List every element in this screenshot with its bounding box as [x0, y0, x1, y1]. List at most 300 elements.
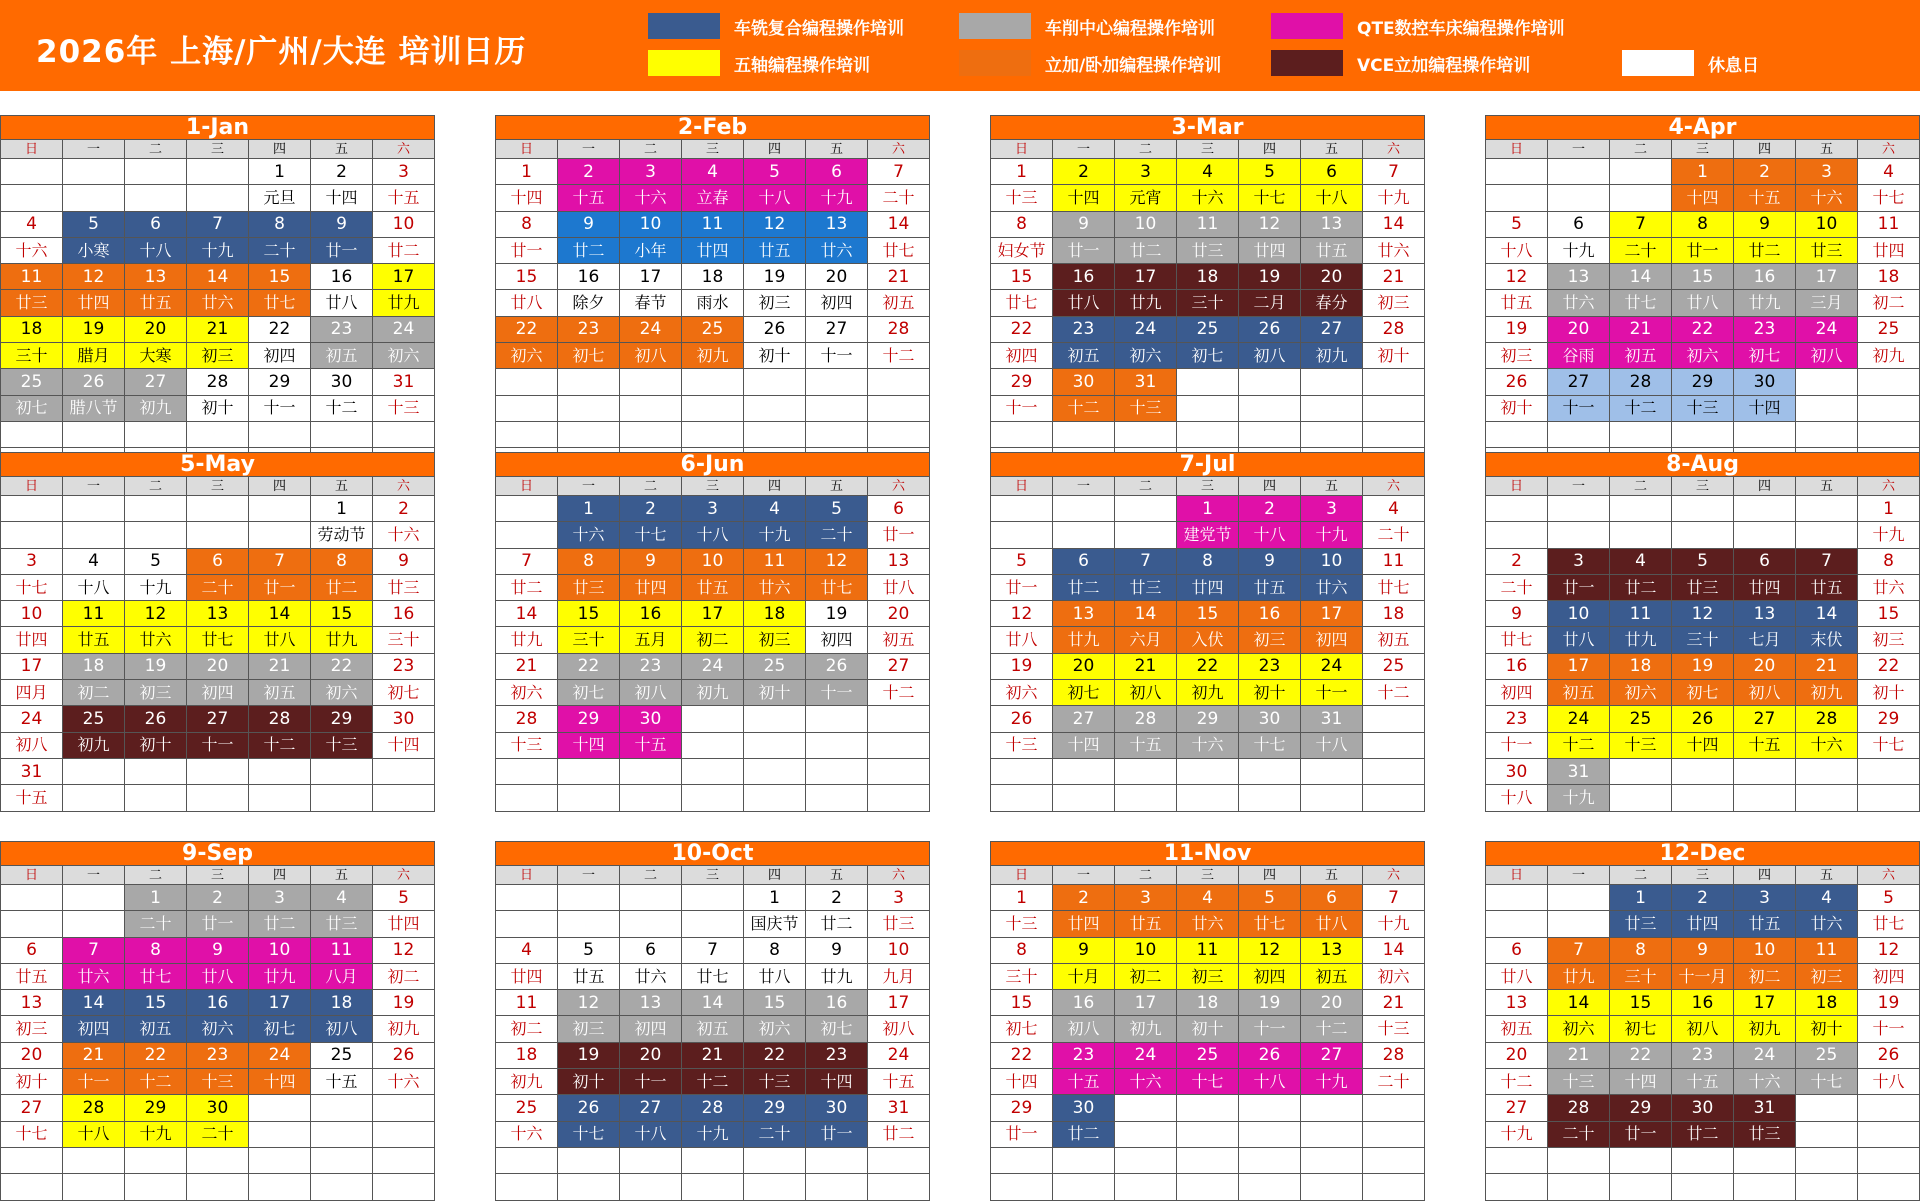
lunar-date: 廿六: [63, 963, 125, 989]
lunar-date: 廿一: [806, 1121, 868, 1147]
day-number: 13: [1486, 990, 1548, 1016]
empty-cell: [1672, 785, 1734, 811]
day-number: 25: [1, 369, 63, 395]
day-number: 13: [125, 264, 187, 290]
legend-item: [648, 13, 904, 39]
lunar-date: 廿七: [1363, 574, 1425, 600]
day-number: 2: [1053, 885, 1115, 911]
empty-cell: [558, 785, 620, 811]
day-number: 13: [868, 548, 930, 574]
day-number: 25: [1363, 653, 1425, 679]
empty-cell: [1548, 159, 1610, 185]
day-number: 19: [1672, 653, 1734, 679]
day-number: 9: [1672, 937, 1734, 963]
day-number: 19: [1858, 990, 1920, 1016]
day-number: 28: [1610, 369, 1672, 395]
lunar-date: 初八: [311, 1016, 373, 1042]
lunar-date: 初七: [1177, 343, 1239, 369]
day-number: 8: [249, 211, 311, 237]
lunar-date: 十二: [249, 732, 311, 758]
day-number: 24: [373, 316, 435, 342]
empty-cell: [620, 1174, 682, 1200]
day-number: 5: [991, 548, 1053, 574]
empty-cell: [63, 522, 125, 548]
lunar-date: 廿九: [496, 627, 558, 653]
lunar-date: 十八: [125, 237, 187, 263]
empty-cell: [1301, 1147, 1363, 1173]
lunar-date: 十五: [558, 185, 620, 211]
day-number: 29: [1858, 706, 1920, 732]
lunar-date: 腊月: [63, 343, 125, 369]
lunar-date: 初六: [311, 680, 373, 706]
legend-item: [648, 50, 870, 76]
day-number: 19: [558, 1042, 620, 1068]
day-number: 30: [1672, 1095, 1734, 1121]
month-title: 12-Dec: [1485, 841, 1920, 865]
day-number: 6: [868, 496, 930, 522]
day-number: 5: [1858, 885, 1920, 911]
empty-cell: [1363, 1121, 1425, 1147]
empty-cell: [1177, 1174, 1239, 1200]
lunar-date: 廿八: [311, 290, 373, 316]
day-number: 6: [1734, 548, 1796, 574]
empty-cell: [1858, 1174, 1920, 1200]
empty-cell: [496, 758, 558, 784]
day-number: 22: [496, 316, 558, 342]
lunar-date: 初二: [496, 1016, 558, 1042]
day-number: 10: [249, 937, 311, 963]
empty-cell: [496, 496, 558, 522]
day-number: 9: [620, 548, 682, 574]
lunar-date: 十一: [1301, 680, 1363, 706]
lunar-date: 十四: [311, 185, 373, 211]
lunar-date: 初九: [125, 395, 187, 421]
empty-cell: [125, 185, 187, 211]
lunar-date: 十一: [249, 395, 311, 421]
empty-cell: [63, 421, 125, 447]
empty-cell: [806, 1147, 868, 1173]
day-number: 29: [744, 1095, 806, 1121]
day-number: 18: [1177, 264, 1239, 290]
empty-cell: [1796, 1095, 1858, 1121]
day-number: 21: [1796, 653, 1858, 679]
lunar-date: 廿七: [1239, 911, 1301, 937]
day-number: 6: [806, 159, 868, 185]
day-number: 27: [1486, 1095, 1548, 1121]
lunar-date: 二十: [806, 522, 868, 548]
empty-cell: [496, 421, 558, 447]
lunar-date: 初四: [1239, 963, 1301, 989]
empty-cell: [1053, 522, 1115, 548]
empty-cell: [1610, 159, 1672, 185]
weekday-header: 五: [1301, 140, 1363, 159]
day-number: 30: [806, 1095, 868, 1121]
lunar-date: 初五: [1548, 680, 1610, 706]
day-number: 6: [1486, 937, 1548, 963]
empty-cell: [496, 885, 558, 911]
empty-cell: [1301, 1095, 1363, 1121]
lunar-date: 初三: [1363, 290, 1425, 316]
empty-cell: [1, 496, 63, 522]
empty-cell: [1363, 421, 1425, 447]
lunar-date: 二十: [1486, 574, 1548, 600]
lunar-date: 十三: [1672, 395, 1734, 421]
lunar-date: 廿三: [1610, 911, 1672, 937]
day-number: 5: [1672, 548, 1734, 574]
empty-cell: [1115, 1174, 1177, 1200]
day-number: 26: [1858, 1042, 1920, 1068]
legend-item: [1622, 50, 1759, 76]
day-number: 4: [1858, 159, 1920, 185]
empty-cell: [187, 159, 249, 185]
day-number: 1: [991, 159, 1053, 185]
day-number: 3: [620, 159, 682, 185]
lunar-date: 十三: [187, 1069, 249, 1095]
day-number: 18: [1858, 264, 1920, 290]
lunar-date: 廿四: [1672, 911, 1734, 937]
day-number: 22: [125, 1042, 187, 1068]
empty-cell: [1239, 758, 1301, 784]
day-number: 3: [1, 548, 63, 574]
empty-cell: [1610, 785, 1672, 811]
weekday-header: 四: [744, 477, 806, 496]
month-table: [0, 139, 435, 475]
empty-cell: [868, 732, 930, 758]
day-number: 27: [1, 1095, 63, 1121]
weekday-header: 五: [806, 140, 868, 159]
day-number: 8: [311, 548, 373, 574]
lunar-date: 除夕: [558, 290, 620, 316]
lunar-date: 十九: [187, 237, 249, 263]
day-number: 17: [682, 601, 744, 627]
empty-cell: [682, 911, 744, 937]
empty-cell: [1548, 185, 1610, 211]
day-number: 31: [373, 369, 435, 395]
lunar-date: 十八: [63, 574, 125, 600]
empty-cell: [1115, 421, 1177, 447]
day-number: 3: [1115, 159, 1177, 185]
empty-cell: [187, 185, 249, 211]
day-number: 10: [1301, 548, 1363, 574]
day-number: 26: [558, 1095, 620, 1121]
day-number: 19: [1239, 990, 1301, 1016]
lunar-date: 十七: [558, 1121, 620, 1147]
lunar-date: 初三: [1177, 963, 1239, 989]
day-number: 12: [1672, 601, 1734, 627]
empty-cell: [1301, 1121, 1363, 1147]
lunar-date: 廿八: [744, 963, 806, 989]
day-number: 1: [1858, 496, 1920, 522]
day-number: 7: [63, 937, 125, 963]
day-number: 17: [868, 990, 930, 1016]
day-number: 25: [744, 653, 806, 679]
day-number: 7: [1363, 885, 1425, 911]
lunar-date: 十八: [682, 522, 744, 548]
day-number: 21: [63, 1042, 125, 1068]
day-number: 26: [63, 369, 125, 395]
lunar-date: 初六: [187, 1016, 249, 1042]
day-number: 19: [1486, 316, 1548, 342]
lunar-date: 初十: [558, 1069, 620, 1095]
day-number: 7: [1610, 211, 1672, 237]
day-number: 7: [1796, 548, 1858, 574]
lunar-date: 三十: [558, 627, 620, 653]
lunar-date: 廿九: [806, 963, 868, 989]
lunar-date: 廿三: [1, 290, 63, 316]
lunar-date: 廿三: [1115, 574, 1177, 600]
day-number: 20: [1486, 1042, 1548, 1068]
empty-cell: [63, 785, 125, 811]
day-number: 12: [63, 264, 125, 290]
day-number: 9: [806, 937, 868, 963]
lunar-date: 雨水: [682, 290, 744, 316]
month-title: 1-Jan: [0, 115, 435, 139]
day-number: 9: [1053, 211, 1115, 237]
lunar-date: 十六: [1177, 185, 1239, 211]
lunar-date: 十二: [1548, 732, 1610, 758]
lunar-date: 初十: [1363, 343, 1425, 369]
weekday-header: 日: [496, 140, 558, 159]
empty-cell: [1, 185, 63, 211]
empty-cell: [496, 395, 558, 421]
weekday-header: 三: [1177, 140, 1239, 159]
weekday-header: 六: [373, 866, 435, 885]
day-number: 6: [620, 937, 682, 963]
weekday-header: 二: [620, 140, 682, 159]
empty-cell: [1115, 522, 1177, 548]
day-number: 11: [63, 601, 125, 627]
day-number: 20: [1053, 653, 1115, 679]
day-number: 10: [1796, 211, 1858, 237]
lunar-date: 初四: [1301, 627, 1363, 653]
lunar-date: 廿三: [1672, 574, 1734, 600]
weekday-header: 五: [1301, 477, 1363, 496]
lunar-date: 廿四: [1858, 237, 1920, 263]
lunar-date: 廿五: [125, 290, 187, 316]
month-table: [0, 865, 435, 1201]
legend-item: [959, 50, 1221, 76]
lunar-date: 廿八: [496, 290, 558, 316]
lunar-date: 五月: [620, 627, 682, 653]
lunar-date: 劳动节: [311, 522, 373, 548]
day-number: 4: [1610, 548, 1672, 574]
day-number: 3: [1548, 548, 1610, 574]
day-number: 6: [1053, 548, 1115, 574]
empty-cell: [1053, 1174, 1115, 1200]
lunar-date: 十一: [806, 680, 868, 706]
empty-cell: [744, 732, 806, 758]
lunar-date: 初四: [1858, 963, 1920, 989]
lunar-date: 十八: [1486, 237, 1548, 263]
day-number: 25: [682, 316, 744, 342]
lunar-date: 初九: [1858, 343, 1920, 369]
empty-cell: [63, 185, 125, 211]
month-title: 11-Nov: [990, 841, 1425, 865]
day-number: 8: [991, 937, 1053, 963]
lunar-date: 初四: [806, 627, 868, 653]
lunar-date: 初八: [1239, 343, 1301, 369]
day-number: 7: [682, 937, 744, 963]
day-number: 18: [63, 653, 125, 679]
legend-swatch: [1271, 50, 1343, 76]
day-number: 11: [1363, 548, 1425, 574]
empty-cell: [1548, 885, 1610, 911]
day-number: 16: [373, 601, 435, 627]
lunar-date: 初三: [1858, 627, 1920, 653]
lunar-date: 大寒: [125, 343, 187, 369]
weekday-header: 一: [558, 140, 620, 159]
lunar-date: 十四: [991, 1069, 1053, 1095]
empty-cell: [1610, 496, 1672, 522]
empty-cell: [1363, 1095, 1425, 1121]
lunar-date: 廿七: [682, 963, 744, 989]
lunar-date: 初四: [806, 290, 868, 316]
day-number: 16: [1486, 653, 1548, 679]
day-number: 16: [620, 601, 682, 627]
day-number: 10: [1115, 937, 1177, 963]
empty-cell: [125, 1147, 187, 1173]
day-number: 26: [744, 316, 806, 342]
lunar-date: 廿二: [1672, 1121, 1734, 1147]
lunar-date: 十四: [1734, 395, 1796, 421]
empty-cell: [1239, 785, 1301, 811]
lunar-date: 十五: [620, 732, 682, 758]
day-number: 3: [868, 885, 930, 911]
lunar-date: 十三: [1610, 732, 1672, 758]
day-number: 2: [1486, 548, 1548, 574]
lunar-date: 十六: [496, 1121, 558, 1147]
empty-cell: [1301, 421, 1363, 447]
lunar-date: 妇女节: [991, 237, 1053, 263]
lunar-date: 廿二: [1115, 237, 1177, 263]
lunar-date: 腊八节: [63, 395, 125, 421]
day-number: 1: [991, 885, 1053, 911]
weekday-header: 六: [868, 866, 930, 885]
empty-cell: [744, 758, 806, 784]
lunar-date: 廿五: [1796, 574, 1858, 600]
lunar-date: 初十: [1796, 1016, 1858, 1042]
lunar-date: 廿六: [125, 627, 187, 653]
day-number: 4: [63, 548, 125, 574]
empty-cell: [1796, 1121, 1858, 1147]
lunar-date: 廿八: [991, 627, 1053, 653]
day-number: 9: [311, 211, 373, 237]
weekday-header: 二: [620, 477, 682, 496]
day-number: 9: [187, 937, 249, 963]
lunar-date: 初六: [744, 1016, 806, 1042]
month-title: 3-Mar: [990, 115, 1425, 139]
lunar-date: 十六: [1734, 1069, 1796, 1095]
day-number: 23: [1672, 1042, 1734, 1068]
month-calendar: [1485, 115, 1920, 475]
lunar-date: 十六: [1177, 732, 1239, 758]
lunar-date: 十二: [868, 343, 930, 369]
day-number: 30: [1734, 369, 1796, 395]
day-number: 31: [868, 1095, 930, 1121]
month-calendar: [1485, 452, 1920, 812]
lunar-date: 十一: [620, 1069, 682, 1095]
lunar-date: 廿一: [249, 574, 311, 600]
empty-cell: [1858, 1147, 1920, 1173]
day-number: 4: [1363, 496, 1425, 522]
day-number: 6: [1301, 885, 1363, 911]
lunar-date: 初七: [1053, 680, 1115, 706]
lunar-date: 初五: [1301, 963, 1363, 989]
day-number: 14: [1610, 264, 1672, 290]
day-number: 10: [620, 211, 682, 237]
lunar-date: 廿五: [1486, 290, 1548, 316]
empty-cell: [249, 758, 311, 784]
day-number: 29: [1610, 1095, 1672, 1121]
empty-cell: [1610, 421, 1672, 447]
lunar-date: 初九: [373, 1016, 435, 1042]
lunar-date: 廿六: [806, 237, 868, 263]
weekday-header: 四: [1239, 866, 1301, 885]
day-number: 27: [1053, 706, 1115, 732]
day-number: 14: [63, 990, 125, 1016]
lunar-date: 廿九: [1610, 627, 1672, 653]
lunar-date: 十七: [1858, 185, 1920, 211]
day-number: 1: [1672, 159, 1734, 185]
day-number: 11: [311, 937, 373, 963]
lunar-date: 廿五: [558, 963, 620, 989]
lunar-date: 小寒: [63, 237, 125, 263]
empty-cell: [1796, 421, 1858, 447]
lunar-date: 十三: [1548, 1069, 1610, 1095]
month-title: 5-May: [0, 452, 435, 476]
lunar-date: 十九: [1486, 1121, 1548, 1147]
lunar-date: 廿二: [1053, 574, 1115, 600]
lunar-date: 初三: [187, 343, 249, 369]
day-number: 6: [1548, 211, 1610, 237]
empty-cell: [125, 1174, 187, 1200]
lunar-date: 廿四: [1734, 574, 1796, 600]
legend-swatch: [1271, 13, 1343, 39]
day-number: 20: [620, 1042, 682, 1068]
empty-cell: [1239, 1174, 1301, 1200]
day-number: 2: [1672, 885, 1734, 911]
day-number: 9: [558, 211, 620, 237]
day-number: 13: [1548, 264, 1610, 290]
lunar-date: 初四: [620, 1016, 682, 1042]
lunar-date: 初十: [1858, 680, 1920, 706]
lunar-date: 初五: [1610, 343, 1672, 369]
lunar-date: 初七: [991, 1016, 1053, 1042]
lunar-date: 初十: [125, 732, 187, 758]
day-number: 2: [620, 496, 682, 522]
weekday-header: 六: [1363, 140, 1425, 159]
lunar-date: 二月: [1239, 290, 1301, 316]
day-number: 12: [1486, 264, 1548, 290]
empty-cell: [1672, 1147, 1734, 1173]
lunar-date: 初十: [1486, 395, 1548, 421]
lunar-date: 十七: [1, 574, 63, 600]
day-number: 1: [1610, 885, 1672, 911]
empty-cell: [1, 1147, 63, 1173]
weekday-header: 三: [1672, 866, 1734, 885]
empty-cell: [125, 758, 187, 784]
day-number: 30: [187, 1095, 249, 1121]
empty-cell: [1, 522, 63, 548]
weekday-header: 四: [1734, 477, 1796, 496]
lunar-date: 廿三: [1734, 1121, 1796, 1147]
empty-cell: [1115, 785, 1177, 811]
empty-cell: [1115, 758, 1177, 784]
day-number: 20: [1734, 653, 1796, 679]
day-number: 23: [558, 316, 620, 342]
empty-cell: [1734, 496, 1796, 522]
empty-cell: [620, 421, 682, 447]
